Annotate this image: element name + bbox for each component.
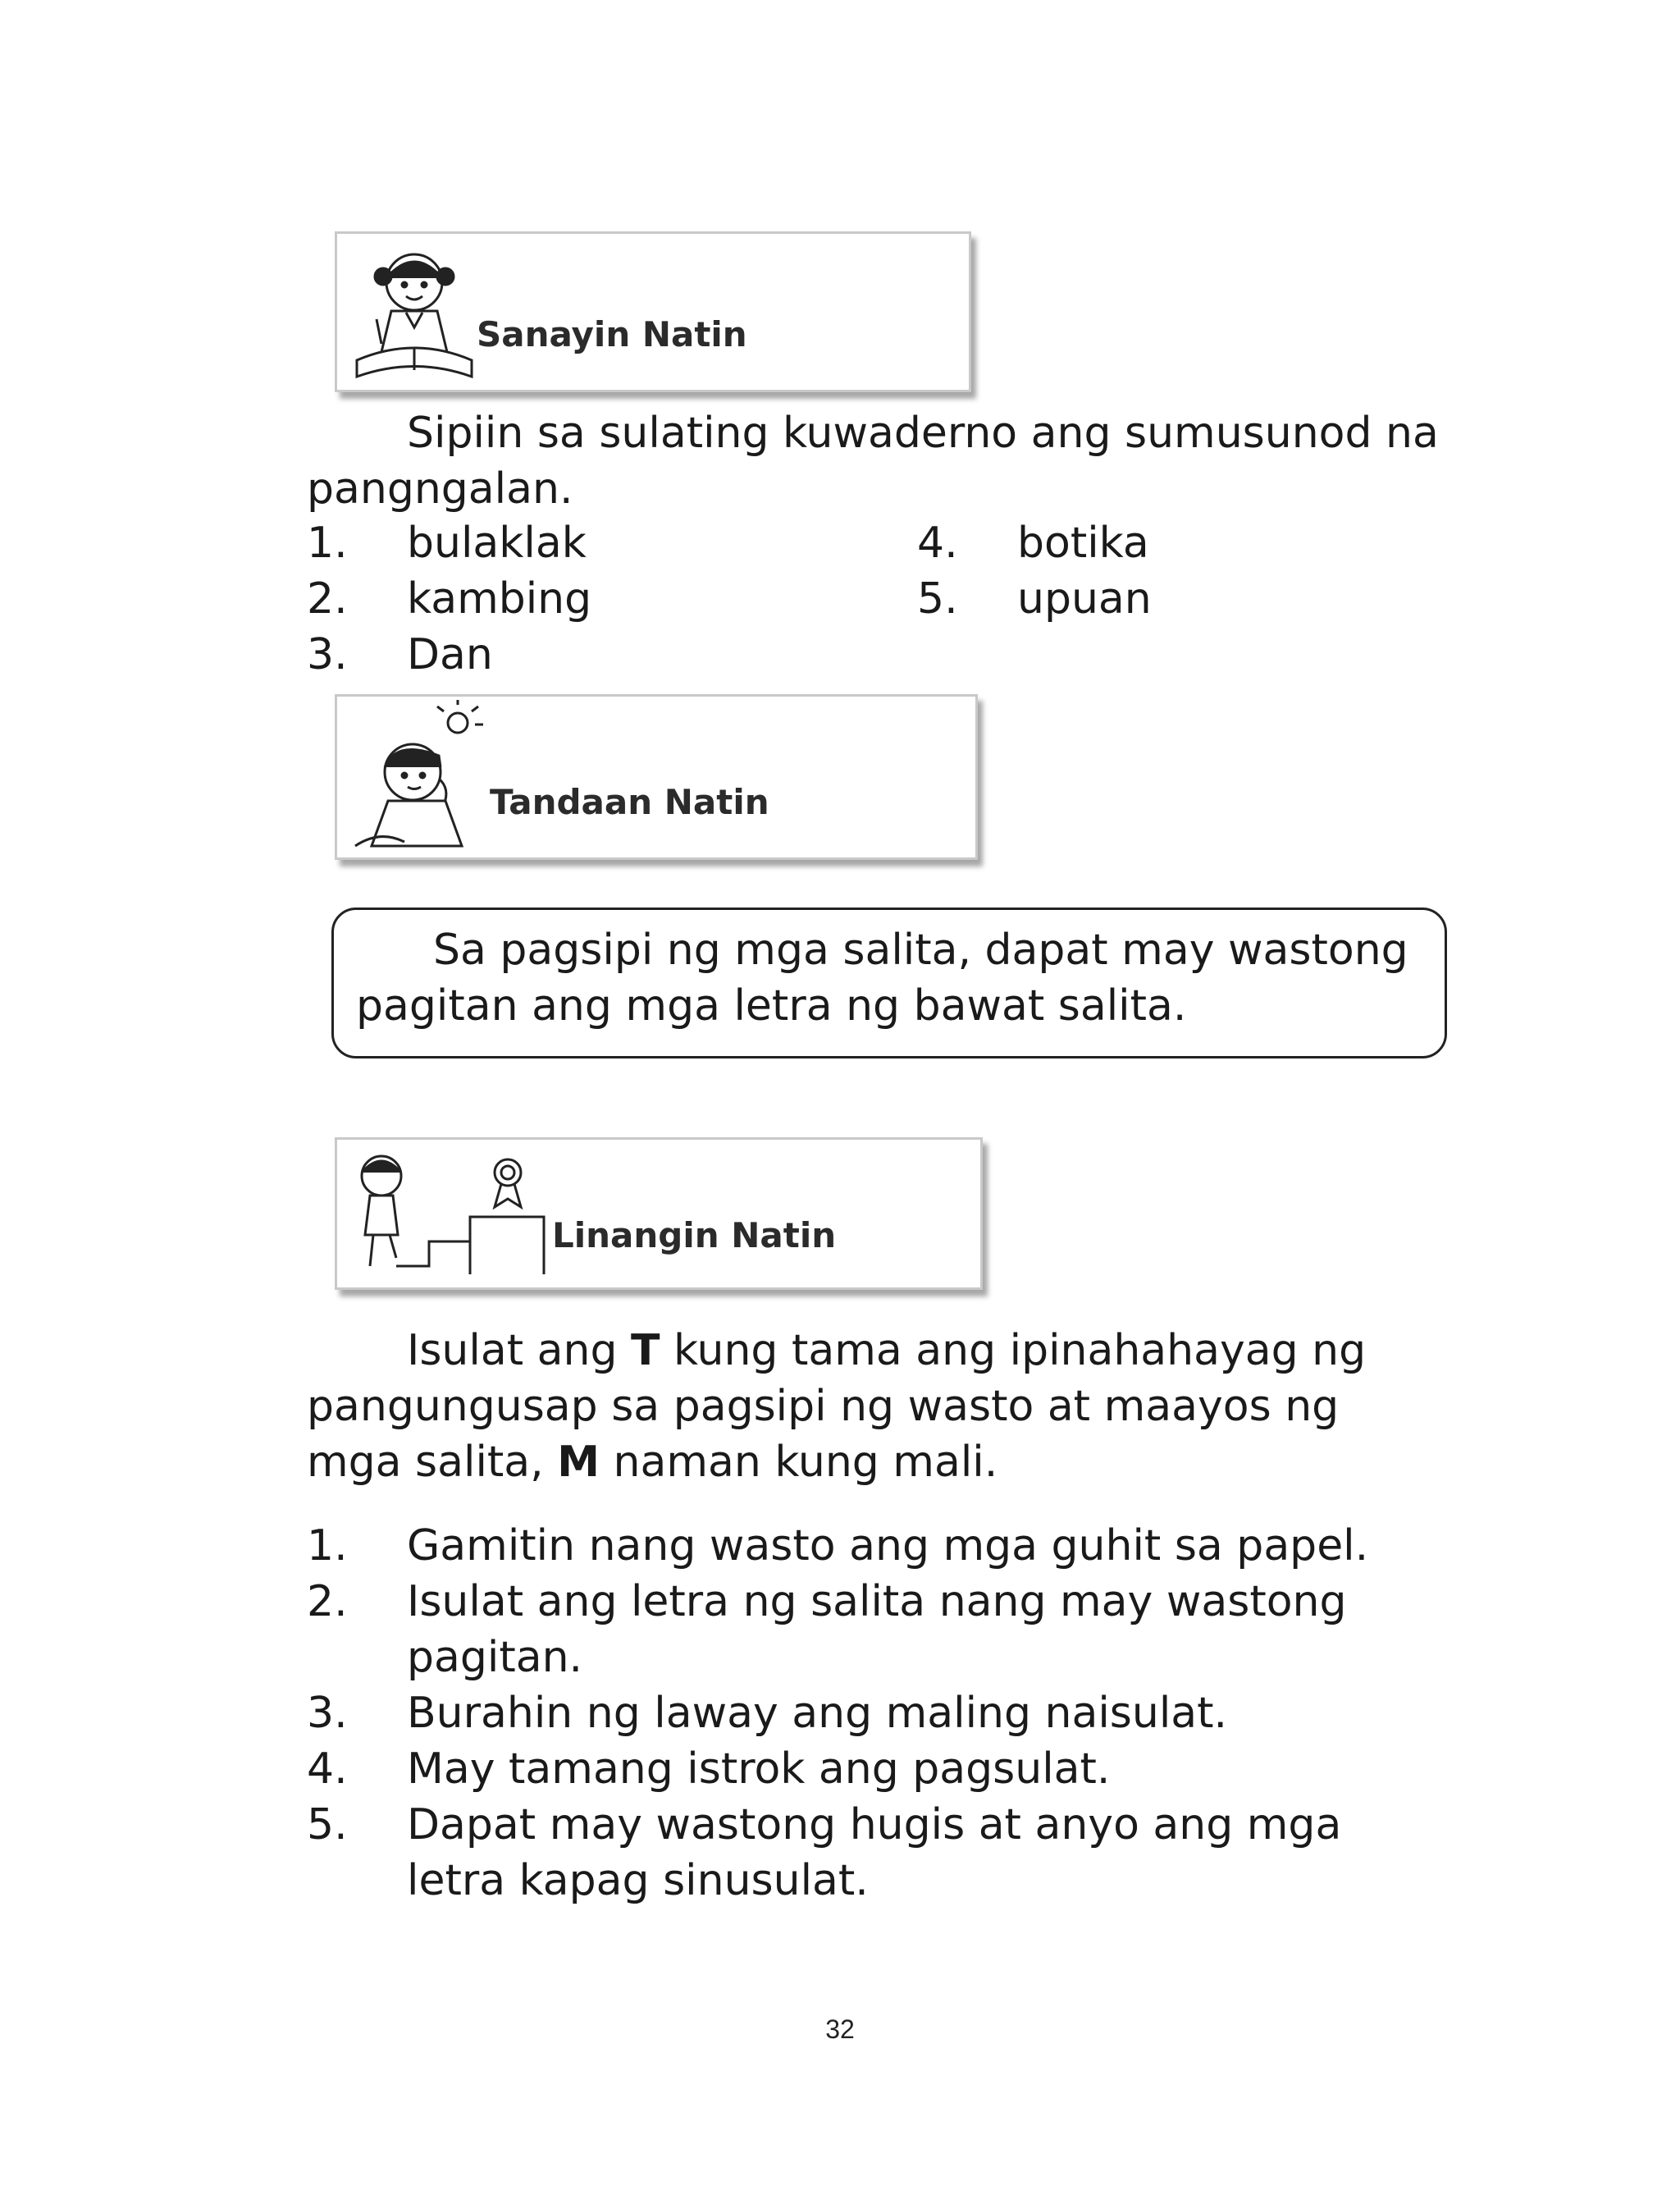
item-number: 1. (307, 1521, 348, 1570)
item-text: Burahin ng laway ang maling naisulat. (407, 1689, 1228, 1738)
item-text: Dan (407, 630, 493, 679)
sanayin-instruction-line2: pangngalan. (307, 464, 573, 514)
item-text: May tamang istrok ang pagsulat. (407, 1744, 1111, 1794)
item-number: 4. (307, 1744, 348, 1794)
true-letter: T (630, 1326, 660, 1375)
sanayin-instruction-line1: Sipiin sa sulating kuwaderno ang sumusunod na (407, 409, 1439, 458)
linangin-instruction-line1 (407, 1323, 1366, 1378)
girl-reading-icon (349, 237, 480, 385)
reminder-line2: pagitan ang mga letra ng bawat salita. (356, 981, 1187, 1031)
sanayin-banner (335, 231, 971, 392)
item-number: 2. (307, 574, 348, 624)
boy-thinking-icon (347, 698, 495, 854)
item-number: 5. (917, 574, 958, 624)
item-text: Gamitin nang wasto ang mga guhit sa papel. (407, 1521, 1369, 1570)
item-text-continued: pagitan. (407, 1633, 583, 1682)
instruction-text: naman kung mali. (599, 1438, 998, 1487)
item-number: 4. (917, 519, 958, 568)
tandaan-title: Tandaan Natin (490, 782, 769, 822)
item-text: botika (1017, 519, 1149, 568)
item-text: upuan (1017, 574, 1152, 624)
linangin-instruction-line2: pangungusap sa pagsipi ng wasto at maayos ng (307, 1382, 1340, 1431)
sanayin-title: Sanayin Natin (477, 314, 747, 354)
instruction-text: kung tama ang ipinahahayag ng (660, 1326, 1367, 1375)
linangin-banner (335, 1137, 983, 1290)
item-number: 3. (307, 630, 348, 679)
tandaan-banner (335, 694, 978, 860)
instruction-text: mga salita, (307, 1438, 558, 1487)
false-letter: M (557, 1438, 600, 1487)
item-number: 3. (307, 1689, 348, 1738)
reminder-line1: Sa pagsipi ng mga salita, dapat may wastong (433, 926, 1408, 975)
instruction-text: Isulat ang (407, 1326, 631, 1375)
item-text: Isulat ang letra ng salita nang may wastong (407, 1577, 1347, 1626)
page-number: 32 (825, 2014, 855, 2044)
linangin-title: Linangin Natin (552, 1215, 837, 1255)
item-number: 1. (307, 519, 348, 568)
item-number: 5. (307, 1800, 348, 1849)
item-text: Dapat may wastong hugis at anyo ang mga (407, 1800, 1342, 1849)
item-text: bulaklak (407, 519, 587, 568)
item-text-continued: letra kapag sinusulat. (407, 1856, 869, 1905)
item-text: kambing (407, 574, 592, 624)
boy-podium-icon (347, 1143, 560, 1282)
item-number: 2. (307, 1577, 348, 1626)
linangin-instruction-line3 (307, 1434, 998, 1490)
